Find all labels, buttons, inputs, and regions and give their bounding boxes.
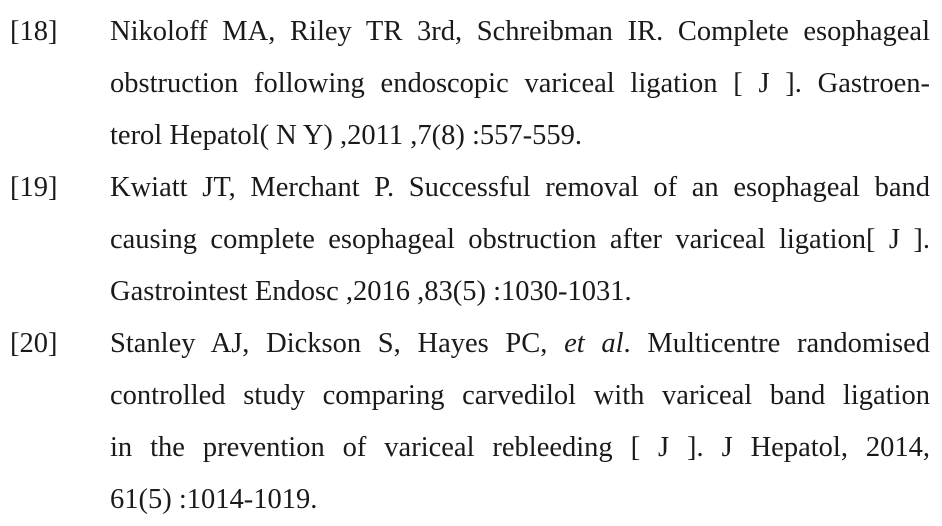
- reference-number: [20]: [10, 328, 58, 359]
- reference-authors: Stanley AJ, Dickson S, Hayes PC,: [110, 328, 548, 359]
- reference-item-20: [0, 318, 942, 526]
- reference-line: controlled study comparing carvedilol with variceal band ligation: [110, 380, 930, 411]
- reference-item-18: [0, 6, 942, 162]
- et-al-italic: et al: [564, 328, 624, 359]
- reference-title-start: . Multicentre randomised: [623, 328, 930, 359]
- reference-number: [18]: [10, 16, 58, 47]
- reference-text: [110, 162, 930, 318]
- reference-number: [19]: [10, 172, 58, 203]
- reference-text: [110, 6, 930, 162]
- reference-line: Nikoloff MA, Riley TR 3rd, Schreibman IR. Complete esophageal: [110, 16, 930, 47]
- reference-line: obstruction following endoscopic variceal ligation [ J ]. Gastroen-: [110, 68, 930, 99]
- reference-line: Kwiatt JT, Merchant P. Successful removal of an esophageal band: [110, 172, 930, 203]
- reference-item-19: [0, 162, 942, 318]
- reference-line: causing complete esophageal obstruction after variceal ligation[ J ].: [110, 224, 930, 255]
- reference-line: Gastrointest Endosc ,2016 ,83(5) :1030-1031.: [110, 276, 632, 307]
- reference-text: [110, 318, 930, 526]
- reference-line: 61(5) :1014-1019.: [110, 484, 318, 515]
- reference-line-with-etal: [110, 318, 930, 370]
- reference-line: in the prevention of variceal rebleeding [ J ]. J Hepatol, 2014,: [110, 432, 930, 463]
- reference-line: terol Hepatol( N Y) ,2011 ,7(8) :557-559.: [110, 120, 582, 151]
